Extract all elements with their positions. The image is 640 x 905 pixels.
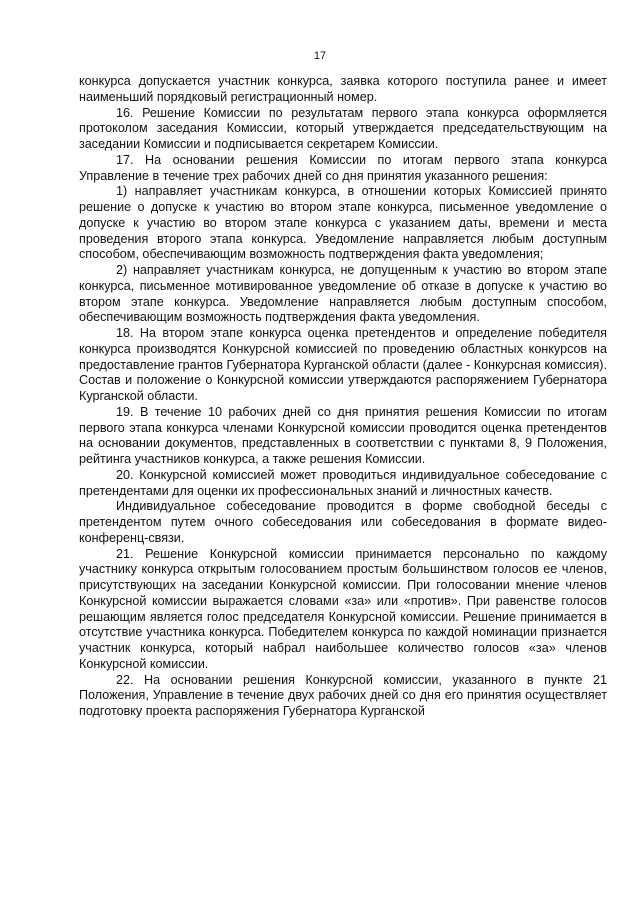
paragraph-17-item-2: 2) направляет участникам конкурса, не допущенным к участию во втором этапе конкурса, письменное мотивированное уведомление об отказе в допуске к участию во втором этапе конкурса. Уведомление направляется любым доступным способом, обеспечивающим возможность подтверждения факта уведомления. bbox=[79, 263, 607, 325]
paragraph-21: 21. Решение Конкурсной комиссии принимается персонально по каждому участнику конкурса открытым голосованием простым большинством голосов ее членов, присутствующих на заседании Конкурсной комиссии. При голосовании мнение членов Конкурсной комиссии выражается словами «за» или «против». При равенстве голосов решающим является голос председателя Конкурсной комиссии. Решение принимается в отсутствие участника конкурса. Победителем конкурса по каждой номинации признается участник конкурса, который набрал наибольшее количество голосов «за» членов Конкурсной комиссии. bbox=[79, 546, 607, 671]
paragraph-17-item-1: 1) направляет участникам конкурса, в отношении которых Комиссией принято решение о допуске к участию во втором этапе конкурса, письменное уведомление о допуске к участию во втором этапе конкурса с указанием даты, времени и места проведения второго этапа конкурса. Уведомление направляется любым доступным способом, обеспечивающим возможность подтверждения факта уведомления; bbox=[79, 184, 607, 262]
paragraph-17: 17. На основании решения Комиссии по итогам первого этапа конкурса Управление в течение трех рабочих дней со дня принятия указанного решения: bbox=[79, 152, 607, 183]
paragraph-22: 22. На основании решения Конкурсной комиссии, указанного в пункте 21 Положения, Управление в течение двух рабочих дней со дня его принятия осуществляет подготовку проекта распоряжения Губернатора Курганской bbox=[79, 672, 607, 718]
document-body bbox=[79, 74, 607, 720]
paragraph-20: 20. Конкурсной комиссией может проводиться индивидуальное собеседование с претендентами для оценки их профессиональных знаний и личностных качеств. bbox=[79, 467, 607, 498]
paragraph-20-interview: Индивидуальное собеседование проводится в форме свободной беседы с претендентом путем очного собеседования или собеседования в формате видео-конференц-связи. bbox=[79, 499, 607, 545]
paragraph-18: 18. На втором этапе конкурса оценка претендентов и определение победителя конкурса производятся Конкурсной комиссией по проведению областных конкурсов на предоставление грантов Губернатора Курганской области (далее - Конкурсная комиссия). Состав и положение о Конкурсной комиссии утверждаются распоряжением Губернатора Курганской области. bbox=[79, 326, 607, 403]
paragraph-16: 16. Решение Комиссии по результатам первого этапа конкурса оформляется протоколом заседания Комиссии, который утверждается председательствующим на заседании Комиссии и подписывается секретарем Комиссии. bbox=[79, 105, 607, 151]
page-number: 17 bbox=[313, 50, 327, 62]
paragraph-19: 19. В течение 10 рабочих дней со дня принятия решения Комиссии по итогам первого этапа конкурса членами Конкурсной комиссии проводится оценка претендентов на основании документов, представленных в соответствии с пунктами 8, 9 Положения, рейтинга участников конкурса, а также решения Комиссии. bbox=[79, 404, 607, 466]
paragraph-continuation: конкурса допускается участник конкурса, заявка которого поступила ранее и имеет наименьший порядковый регистрационный номер. bbox=[79, 74, 607, 104]
